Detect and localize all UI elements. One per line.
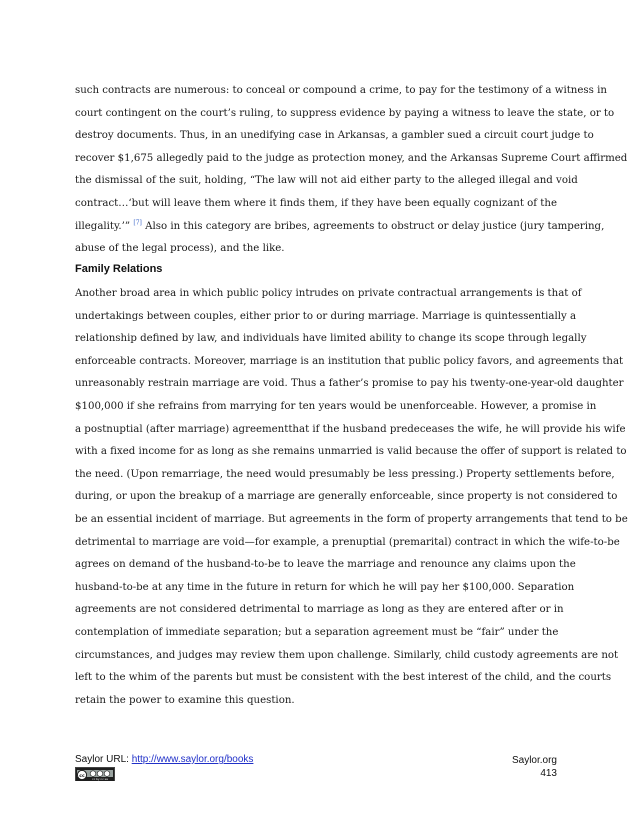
- text-line: retain the power to examine this question.: [75, 694, 295, 706]
- text-line: agreements are not considered detrimental to marriage as long as they are entered after or in: [75, 604, 564, 616]
- text-segment: illegality.’”: [75, 220, 131, 232]
- body-text-bottom: [75, 283, 628, 712]
- text-line: contract…‘but will leave them where it finds them, if they have been equally cognizant of the: [75, 197, 557, 209]
- body-text-top: [75, 80, 628, 261]
- text-line: be an essential incident of marriage. But agreements in the form of property arrangements that tend to be: [75, 513, 628, 525]
- text-line: enforceable contracts. Moreover, marriage is an institution that public policy favors, and agreements that: [75, 355, 624, 367]
- footer-url-link[interactable]: http://www.saylor.org/books: [131, 754, 254, 765]
- text-line: recover $1,675 allegedly paid to the judge as protection money, and the Arkansas Supreme Court affirmed: [75, 152, 628, 164]
- text-line: unreasonably restrain marriage are void. Thus a father’s promise to pay his twenty-one-year-old daughter: [75, 378, 624, 390]
- text-line: destroy documents. Thus, in an unedifying case in Arkansas, a gambler sued a circuit court judge to: [75, 130, 594, 142]
- text-line: detrimental to marriage are void—for example, a prenuptial (premarital) contract in which the wife-to-be: [75, 536, 620, 548]
- text-line: undertakings between couples, either prior to or during marriage. Marriage is quintessentially a: [75, 310, 577, 322]
- page-number: 413: [540, 768, 557, 779]
- license-badge-label: cc by nc sa: [92, 777, 108, 781]
- text-line: agrees on demand of the husband-to-be to leave the marriage and renounce any claims upon the: [75, 559, 576, 571]
- footer-url-label: Saylor URL:: [75, 754, 132, 765]
- svg-text:cc: cc: [79, 773, 85, 779]
- text-line: circumstances, and judges may review them upon challenge. Similarly, child custody agreements are not: [75, 649, 619, 661]
- text-segment: Also in this category are bribes, agreements to obstruct or delay justice (jury tampering,: [141, 220, 605, 232]
- creative-commons-license-icon: [75, 767, 115, 781]
- text-line: husband-to-be at any time in the future in return for which he will pay her $100,000. Separation: [75, 581, 575, 593]
- text-line: the dismissal of the suit, holding, “The law will not aid either party to the alleged illegal and void: [75, 175, 578, 187]
- footer-site-name: Saylor.org: [511, 755, 557, 766]
- text-line: a postnuptial (after marriage) agreementthat if the husband predeceases the wife, he will provide his wife: [75, 423, 626, 435]
- text-line: during, or upon the breakup of a marriage are generally enforceable, since property is not considered to: [75, 491, 618, 503]
- text-line: court contingent on the court’s ruling, to suppress evidence by paying a witness to leave the state, or to: [75, 107, 615, 119]
- footer-source: [75, 754, 253, 765]
- text-line: Another broad area in which public policy intrudes on private contractual arrangements is that of: [75, 288, 582, 299]
- text-line: relationship defined by law, and individuals have limited ability to change its scope through legally: [75, 333, 587, 345]
- text-line: abuse of the legal process), and the like.: [75, 243, 285, 255]
- footer-site-info: [512, 754, 557, 780]
- text-line: left to the whim of the parents but must be consistent with the best interest of the child, and the courts: [75, 672, 612, 684]
- text-line: contemplation of immediate separation; but a separation agreement must be “fair” under the: [75, 626, 559, 638]
- text-line: the need. (Upon remarriage, the need would presumably be less pressing.) Property settlements before,: [75, 468, 615, 480]
- text-line: $100,000 if she refrains from marrying for ten years would be unenforceable. However, a promise in: [75, 400, 597, 412]
- footnote-link[interactable]: [7]: [133, 219, 142, 227]
- section-heading: Family Relations: [75, 263, 163, 275]
- text-line-with-footnote: [75, 216, 605, 239]
- text-line: such contracts are numerous: to conceal or compound a crime, to pay for the testimony of a witness in: [75, 85, 607, 96]
- text-line: with a fixed income for as long as she remains unmarried is valid because the offer of support is related to: [75, 446, 627, 458]
